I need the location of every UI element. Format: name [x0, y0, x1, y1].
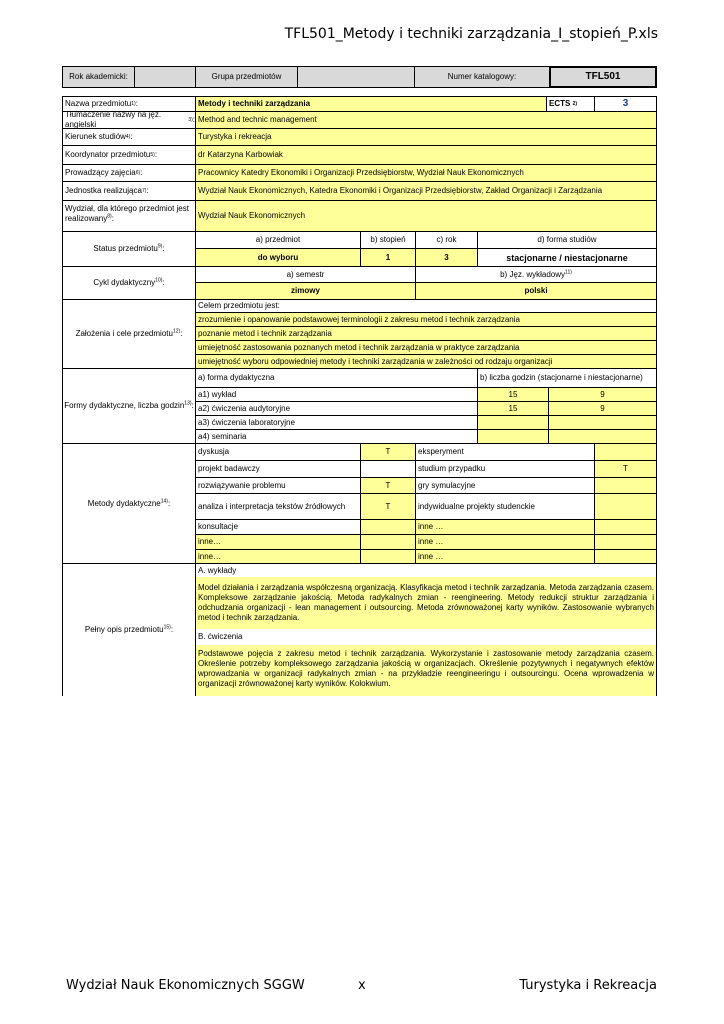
zalozenia-line: umiejętność wyboru odpowiedniej metody i techniki zarządzania w zależności od rodzaju organizacji — [195, 354, 657, 369]
opis-label: Pełny opis przedmiotu$^{15)}$: — [62, 563, 196, 696]
formy-item-name: a2) ćwiczenia audytoryjne — [195, 401, 478, 416]
metody-right-mark — [594, 549, 657, 564]
grupa-przedmiotow-label: Grupa przedmiotów — [195, 66, 298, 88]
formy-item-name: a4) seminaria — [195, 429, 478, 444]
nazwa-label: Nazwa przedmiotu 1) : — [62, 96, 196, 112]
metody-left-mark — [360, 534, 416, 550]
formy-item-niestac: 9 — [548, 401, 657, 416]
metody-left-mark: T — [360, 443, 416, 461]
metody-right-mark: T — [594, 460, 657, 478]
metody-left: dyskusja — [195, 443, 361, 461]
opis-cwiczenia-text: Podstawowe pojęcia z zakresu metod i technik zarządzania. Wykorzystanie i zastosowanie metody zarządzania czasem. Określenie potrzeby kompleksowego zarządzania jakością w organizacjach. Określenie pozytywnych i negatywnych efektów wprowadzania w organizacji radykalnych zmian - na przykładzie reengineeringu i outsourcingu. Ocena wprowadzenia w organizacji zrównoważonej karty wyników. Kolokwium. — [195, 645, 657, 696]
status-przedmiot-value: do wyboru — [195, 248, 361, 267]
zalozenia-line: zrozumienie i opanowanie podstawowej terminologii z zakresu metod i technik zarządzania — [195, 312, 657, 327]
metody-right: inne … — [415, 549, 595, 564]
metody-left: projekt badawczy — [195, 460, 361, 478]
wydzial-label: Wydział, dla którego przedmiot jest realizowany$^{8)}$: — [62, 200, 196, 232]
status-rok-value: 3 — [415, 248, 478, 267]
status-forma-value: stacjonarne / niestacjonarne — [477, 248, 657, 267]
cykl-semestr-header: a) semestr — [195, 266, 416, 283]
metody-left: analiza i interpretacja tekstów źródłowych — [195, 493, 361, 520]
formy-item-niestac — [548, 415, 657, 430]
formy-godziny-header: b) liczba godzin (stacjonarne i niestacjonarne) — [477, 368, 657, 388]
prowadzacy-label: Prowadzący zajęcia 6) : — [62, 164, 196, 182]
formy-item-stac: 15 — [477, 401, 549, 416]
metody-left-mark: T — [360, 493, 416, 520]
koordynator-value: dr Katarzyna Karbowiak — [195, 145, 657, 165]
cykl-jezyk-header: b) Jęz. wykładowy$^{11)}$ — [415, 266, 657, 283]
metody-left: inne… — [195, 549, 361, 564]
metody-right: gry symulacyjne — [415, 477, 595, 494]
metody-right-mark — [594, 477, 657, 494]
zalozenia-line: umiejętność zastosowania poznanych metod i technik zarządzania w praktyce zarządzania — [195, 340, 657, 355]
kierunek-value: Turystyka i rekreacja — [195, 128, 657, 146]
cykl-semestr-value: zimowy — [195, 282, 416, 300]
metody-right: inne … — [415, 519, 595, 535]
koordynator-label: Koordynator przedmiotu 5) : — [62, 145, 196, 165]
footer-left: Wydział Nauk Ekonomicznych SGGW — [66, 978, 305, 993]
formy-item-stac — [477, 429, 549, 444]
cykl-jezyk-value: polski — [415, 282, 657, 300]
formy-forma-header: a) forma dydaktyczna — [195, 368, 478, 388]
tlumaczenie-label: Tłumaczenie nazwy na jęz. angielski 3) : — [62, 111, 196, 129]
status-rok-header: c) rok — [415, 231, 478, 249]
formy-item-niestac — [548, 429, 657, 444]
metody-right-mark — [594, 493, 657, 520]
grupa-przedmiotow-value — [297, 66, 415, 88]
kierunek-label: Kierunek studiów 4) : — [62, 128, 196, 146]
rok-akademicki-value — [134, 66, 196, 88]
formy-item-niestac: 9 — [548, 387, 657, 402]
cykl-label: Cykl dydaktyczny$^{10)}$: — [62, 266, 196, 300]
nazwa-value: Metody i techniki zarządzania — [195, 96, 547, 112]
formy-label: Formy dydaktyczne, liczba godzin$^{13)}$: — [62, 368, 196, 444]
metody-right-mark — [594, 534, 657, 550]
metody-right: studium przypadku — [415, 460, 595, 478]
status-stopien-value: 1 — [360, 248, 416, 267]
metody-left-mark — [360, 549, 416, 564]
metody-left: inne… — [195, 534, 361, 550]
zalozenia-line: Celem przedmiotu jest: — [195, 299, 657, 313]
metody-label: Metody dydaktyczne$^{14)}$: — [62, 443, 196, 564]
metody-right-mark — [594, 519, 657, 535]
jednostka-value: Wydział Nauk Ekonomicznych, Katedra Ekonomiki i Organizacji Przedsiębiorstw, Zakład Organizacji i Zarządzania — [195, 181, 657, 201]
metody-left-mark: T — [360, 477, 416, 494]
formy-item-name: a3) ćwiczenia laboratoryjne — [195, 415, 478, 430]
zalozenia-line: poznanie metod i technik zarządzania — [195, 326, 657, 341]
numer-katalogowy-value: TFL501 — [549, 66, 657, 88]
ects-value: 3 — [594, 96, 657, 112]
metody-left: rozwiązywanie problemu — [195, 477, 361, 494]
metody-right: eksperyment — [415, 443, 595, 461]
status-przedmiot-header: a) przedmiot — [195, 231, 361, 249]
rok-akademicki-label: Rok akademicki: — [62, 66, 135, 88]
document-header-filename: TFL501_Metody i techniki zarządzania_I_stopień_P.xls — [284, 26, 658, 42]
opis-wyklady-text: Model działania i zarządzania współczesną organizacją. Klasyfikacja metod i technik zarządzania. Metoda zarządzania czasem. Kompleksowe zarządzanie jakością. Metoda radykalnych zmian - reengineering. Metody redukcji struktur zarządzania i odchudzania organizacji - lean management i outsourcing. Metoda zrównoważonej karty wyników. Zastosowanie wybranych metod i technik zarządzania. — [195, 577, 657, 629]
formy-item-stac: 15 — [477, 387, 549, 402]
wydzial-value: Wydział Nauk Ekonomicznych — [195, 200, 657, 232]
metody-left-mark — [360, 519, 416, 535]
footer-right: Turystyka i Rekreacja — [519, 978, 657, 993]
opis-cwiczenia-heading: B. ćwiczenia — [195, 629, 657, 645]
prowadzacy-value: Pracownicy Katedry Ekonomiki i Organizacji Przedsiębiorstw, Wydział Nauk Ekonomicznych — [195, 164, 657, 182]
formy-item-stac — [477, 415, 549, 430]
status-forma-header: d) forma studiów — [477, 231, 657, 249]
metody-left-mark — [360, 460, 416, 478]
metody-left: konsultacje — [195, 519, 361, 535]
ects-label: ECTS 2) — [546, 96, 595, 112]
tlumaczenie-value: Method and technic management — [195, 111, 657, 129]
metody-right: indywidualne projekty studenckie — [415, 493, 595, 520]
jednostka-label: Jednostka realizująca 7) : — [62, 181, 196, 201]
status-stopien-header: b) stopień — [360, 231, 416, 249]
metody-right: inne … — [415, 534, 595, 550]
footer-center: x — [358, 978, 366, 993]
formy-item-name: a1) wykład — [195, 387, 478, 402]
zalozenia-label: Założenia i cele przedmiotu$^{12)}$: — [62, 299, 196, 369]
status-label: Status przedmiotu$^{9)}$: — [62, 231, 196, 267]
opis-wyklady-heading: A. wykłady — [195, 563, 657, 577]
metody-right-mark — [594, 443, 657, 461]
numer-katalogowy-label: Numer katalogowy: — [414, 66, 550, 88]
